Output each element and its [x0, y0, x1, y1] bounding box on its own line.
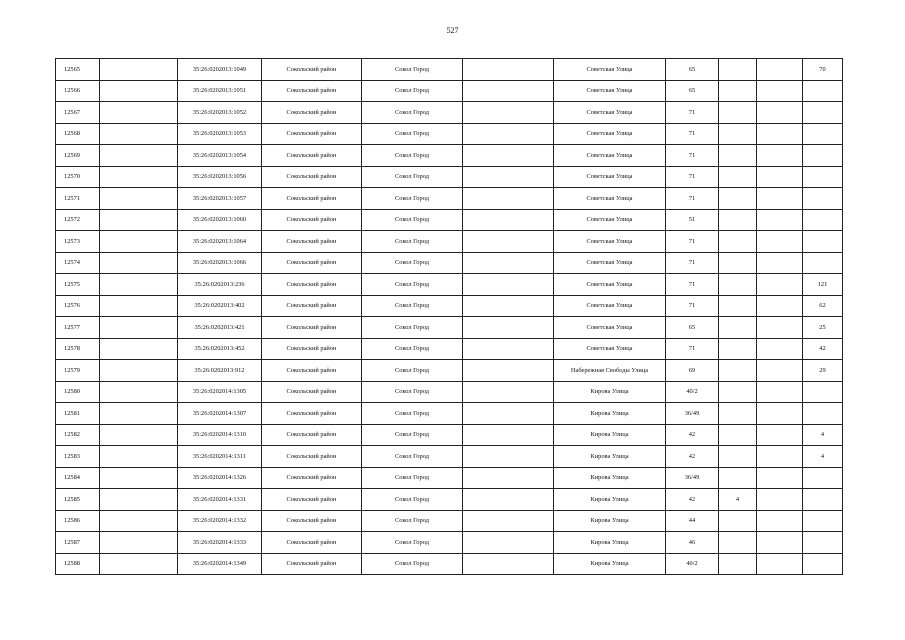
table-row [56, 274, 843, 296]
table-row [56, 403, 843, 425]
row-number-cell: 12566 [56, 80, 100, 102]
letter-cell [757, 145, 803, 167]
apartment-cell [803, 510, 843, 532]
city-cell: Сокол Город [362, 489, 463, 511]
blank-cell-cell [100, 510, 178, 532]
table-row [56, 102, 843, 124]
street-cell: Кирова Улица [554, 446, 666, 468]
building-cell: 4 [719, 489, 757, 511]
row-number-cell: 12569 [56, 145, 100, 167]
street-cell: Советская Улица [554, 166, 666, 188]
district-cell: Сокольский район [262, 553, 362, 575]
cadastral-number-cell: 35:26:0202013:452 [178, 338, 262, 360]
building-cell [719, 145, 757, 167]
district-cell: Сокольский район [262, 403, 362, 425]
letter-cell [757, 59, 803, 81]
letter-cell [757, 80, 803, 102]
apartment-cell [803, 80, 843, 102]
page-number: 527 [446, 26, 459, 35]
cadastral-number-cell: 35:26:0202013:1051 [178, 80, 262, 102]
table-row [56, 317, 843, 339]
locality-cell [463, 188, 554, 210]
house-number-cell: 65 [666, 80, 719, 102]
row-number-cell: 12576 [56, 295, 100, 317]
building-cell [719, 102, 757, 124]
street-cell: Кирова Улица [554, 403, 666, 425]
street-cell: Советская Улица [554, 317, 666, 339]
building-cell [719, 424, 757, 446]
city-cell: Сокол Город [362, 166, 463, 188]
locality-cell [463, 166, 554, 188]
city-cell: Сокол Город [362, 424, 463, 446]
house-number-cell: 42 [666, 489, 719, 511]
letter-cell [757, 381, 803, 403]
cadastral-number-cell: 35:26:0202013:1054 [178, 145, 262, 167]
building-cell [719, 360, 757, 382]
house-number-cell: 51 [666, 209, 719, 231]
locality-cell [463, 489, 554, 511]
street-cell: Кирова Улица [554, 489, 666, 511]
district-cell: Сокольский район [262, 360, 362, 382]
house-number-cell: 36/49 [666, 467, 719, 489]
letter-cell [757, 446, 803, 468]
building-cell [719, 59, 757, 81]
table-row [56, 145, 843, 167]
locality-cell [463, 317, 554, 339]
apartment-cell [803, 166, 843, 188]
cadastral-number-cell: 35:26:0202014:1305 [178, 381, 262, 403]
row-number-cell: 12588 [56, 553, 100, 575]
apartment-cell [803, 489, 843, 511]
house-number-cell: 71 [666, 145, 719, 167]
letter-cell [757, 252, 803, 274]
locality-cell [463, 360, 554, 382]
table-row [56, 252, 843, 274]
house-number-cell: 71 [666, 102, 719, 124]
blank-cell-cell [100, 446, 178, 468]
apartment-cell: 4 [803, 424, 843, 446]
blank-cell-cell [100, 59, 178, 81]
street-cell: Советская Улица [554, 252, 666, 274]
cadastral-number-cell: 35:26:0202014:1310 [178, 424, 262, 446]
letter-cell [757, 317, 803, 339]
cadastral-number-cell: 35:26:0202014:1331 [178, 489, 262, 511]
house-number-cell: 71 [666, 166, 719, 188]
house-number-cell: 71 [666, 188, 719, 210]
row-number-cell: 12579 [56, 360, 100, 382]
house-number-cell: 36/49 [666, 403, 719, 425]
street-cell: Советская Улица [554, 59, 666, 81]
letter-cell [757, 424, 803, 446]
locality-cell [463, 467, 554, 489]
street-cell: Набережная Свободы Улица [554, 360, 666, 382]
district-cell: Сокольский район [262, 295, 362, 317]
building-cell [719, 467, 757, 489]
apartment-cell [803, 532, 843, 554]
blank-cell-cell [100, 166, 178, 188]
blank-cell-cell [100, 274, 178, 296]
letter-cell [757, 295, 803, 317]
city-cell: Сокол Город [362, 553, 463, 575]
cadastral-number-cell: 35:26:0202013:1056 [178, 166, 262, 188]
building-cell [719, 338, 757, 360]
locality-cell [463, 231, 554, 253]
city-cell: Сокол Город [362, 338, 463, 360]
locality-cell [463, 252, 554, 274]
building-cell [719, 510, 757, 532]
cadastral-number-cell: 35:26:0202013:1049 [178, 59, 262, 81]
street-cell: Советская Улица [554, 102, 666, 124]
locality-cell [463, 381, 554, 403]
letter-cell [757, 123, 803, 145]
city-cell: Сокол Город [362, 467, 463, 489]
row-number-cell: 12577 [56, 317, 100, 339]
building-cell [719, 381, 757, 403]
cadastral-number-cell: 35:26:0202013:1064 [178, 231, 262, 253]
district-cell: Сокольский район [262, 510, 362, 532]
city-cell: Сокол Город [362, 381, 463, 403]
apartment-cell [803, 467, 843, 489]
district-cell: Сокольский район [262, 381, 362, 403]
table-row [56, 360, 843, 382]
cadastral-number-cell: 35:26:0202014:1332 [178, 510, 262, 532]
locality-cell [463, 510, 554, 532]
district-cell: Сокольский район [262, 424, 362, 446]
letter-cell [757, 532, 803, 554]
city-cell: Сокол Город [362, 102, 463, 124]
house-number-cell: 71 [666, 252, 719, 274]
locality-cell [463, 532, 554, 554]
apartment-cell: 42 [803, 338, 843, 360]
district-cell: Сокольский район [262, 338, 362, 360]
district-cell: Сокольский район [262, 166, 362, 188]
apartment-cell [803, 403, 843, 425]
row-number-cell: 12567 [56, 102, 100, 124]
locality-cell [463, 145, 554, 167]
street-cell: Кирова Улица [554, 381, 666, 403]
district-cell: Сокольский район [262, 317, 362, 339]
street-cell: Советская Улица [554, 338, 666, 360]
row-number-cell: 12571 [56, 188, 100, 210]
district-cell: Сокольский район [262, 123, 362, 145]
city-cell: Сокол Город [362, 188, 463, 210]
street-cell: Советская Улица [554, 123, 666, 145]
row-number-cell: 12580 [56, 381, 100, 403]
building-cell [719, 446, 757, 468]
row-number-cell: 12575 [56, 274, 100, 296]
locality-cell [463, 123, 554, 145]
blank-cell-cell [100, 403, 178, 425]
table-row [56, 166, 843, 188]
city-cell: Сокол Город [362, 532, 463, 554]
locality-cell [463, 274, 554, 296]
letter-cell [757, 188, 803, 210]
blank-cell-cell [100, 338, 178, 360]
row-number-cell: 12570 [56, 166, 100, 188]
city-cell: Сокол Город [362, 252, 463, 274]
apartment-cell: 70 [803, 59, 843, 81]
table-row [56, 532, 843, 554]
apartment-cell: 121 [803, 274, 843, 296]
table-row [56, 59, 843, 81]
table-row [56, 295, 843, 317]
district-cell: Сокольский район [262, 145, 362, 167]
street-cell: Советская Улица [554, 80, 666, 102]
street-cell: Кирова Улица [554, 532, 666, 554]
row-number-cell: 12582 [56, 424, 100, 446]
city-cell: Сокол Город [362, 446, 463, 468]
letter-cell [757, 489, 803, 511]
row-number-cell: 12585 [56, 489, 100, 511]
apartment-cell [803, 145, 843, 167]
row-number-cell: 12573 [56, 231, 100, 253]
row-number-cell: 12568 [56, 123, 100, 145]
city-cell: Сокол Город [362, 209, 463, 231]
letter-cell [757, 274, 803, 296]
city-cell: Сокол Город [362, 145, 463, 167]
city-cell: Сокол Город [362, 403, 463, 425]
building-cell [719, 403, 757, 425]
district-cell: Сокольский район [262, 446, 362, 468]
letter-cell [757, 231, 803, 253]
blank-cell-cell [100, 145, 178, 167]
house-number-cell: 44 [666, 510, 719, 532]
row-number-cell: 12583 [56, 446, 100, 468]
table-row [56, 467, 843, 489]
city-cell: Сокол Город [362, 80, 463, 102]
locality-cell [463, 102, 554, 124]
blank-cell-cell [100, 295, 178, 317]
cadastral-number-cell: 35:26:0202014:1326 [178, 467, 262, 489]
building-cell [719, 532, 757, 554]
street-cell: Советская Улица [554, 209, 666, 231]
cadastral-number-cell: 35:26:0202013:1057 [178, 188, 262, 210]
registry-table [55, 58, 843, 575]
building-cell [719, 295, 757, 317]
city-cell: Сокол Город [362, 317, 463, 339]
blank-cell-cell [100, 80, 178, 102]
city-cell: Сокол Город [362, 123, 463, 145]
cadastral-number-cell: 35:26:0202013:421 [178, 317, 262, 339]
city-cell: Сокол Город [362, 274, 463, 296]
blank-cell-cell [100, 553, 178, 575]
row-number-cell: 12572 [56, 209, 100, 231]
row-number-cell: 12586 [56, 510, 100, 532]
district-cell: Сокольский район [262, 80, 362, 102]
table-row [56, 188, 843, 210]
house-number-cell: 42 [666, 424, 719, 446]
house-number-cell: 71 [666, 123, 719, 145]
building-cell [719, 252, 757, 274]
street-cell: Советская Улица [554, 188, 666, 210]
district-cell: Сокольский район [262, 532, 362, 554]
street-cell: Кирова Улица [554, 467, 666, 489]
house-number-cell: 71 [666, 274, 719, 296]
table-row [56, 338, 843, 360]
cadastral-number-cell: 35:26:0202013:1066 [178, 252, 262, 274]
cadastral-number-cell: 35:26:0202014:1311 [178, 446, 262, 468]
letter-cell [757, 166, 803, 188]
table-row [56, 80, 843, 102]
locality-cell [463, 424, 554, 446]
building-cell [719, 123, 757, 145]
house-number-cell: 46 [666, 532, 719, 554]
apartment-cell [803, 553, 843, 575]
city-cell: Сокол Город [362, 360, 463, 382]
house-number-cell: 65 [666, 59, 719, 81]
apartment-cell [803, 252, 843, 274]
blank-cell-cell [100, 209, 178, 231]
blank-cell-cell [100, 317, 178, 339]
district-cell: Сокольский район [262, 59, 362, 81]
street-cell: Кирова Улица [554, 510, 666, 532]
building-cell [719, 188, 757, 210]
row-number-cell: 12565 [56, 59, 100, 81]
blank-cell-cell [100, 123, 178, 145]
apartment-cell [803, 102, 843, 124]
cadastral-number-cell: 35:26:0202014:1307 [178, 403, 262, 425]
house-number-cell: 40/2 [666, 553, 719, 575]
blank-cell-cell [100, 102, 178, 124]
street-cell: Советская Улица [554, 274, 666, 296]
registry-body [56, 59, 843, 575]
row-number-cell: 12584 [56, 467, 100, 489]
table-row [56, 553, 843, 575]
letter-cell [757, 403, 803, 425]
house-number-cell: 65 [666, 317, 719, 339]
locality-cell [463, 403, 554, 425]
blank-cell-cell [100, 424, 178, 446]
table-row [56, 231, 843, 253]
cadastral-number-cell: 35:26:0202013:236 [178, 274, 262, 296]
apartment-cell: 4 [803, 446, 843, 468]
table-row [56, 510, 843, 532]
district-cell: Сокольский район [262, 102, 362, 124]
letter-cell [757, 467, 803, 489]
house-number-cell: 42 [666, 446, 719, 468]
letter-cell [757, 102, 803, 124]
district-cell: Сокольский район [262, 188, 362, 210]
city-cell: Сокол Город [362, 231, 463, 253]
row-number-cell: 12581 [56, 403, 100, 425]
blank-cell-cell [100, 467, 178, 489]
city-cell: Сокол Город [362, 59, 463, 81]
cadastral-number-cell: 35:26:0202013:1060 [178, 209, 262, 231]
cadastral-number-cell: 35:26:0202013:402 [178, 295, 262, 317]
locality-cell [463, 553, 554, 575]
locality-cell [463, 59, 554, 81]
house-number-cell: 71 [666, 231, 719, 253]
street-cell: Кирова Улица [554, 553, 666, 575]
table-row [56, 489, 843, 511]
blank-cell-cell [100, 489, 178, 511]
apartment-cell: 29 [803, 360, 843, 382]
blank-cell-cell [100, 381, 178, 403]
house-number-cell: 71 [666, 338, 719, 360]
row-number-cell: 12578 [56, 338, 100, 360]
apartment-cell [803, 188, 843, 210]
table-row [56, 424, 843, 446]
building-cell [719, 231, 757, 253]
row-number-cell: 12587 [56, 532, 100, 554]
locality-cell [463, 209, 554, 231]
table-row [56, 381, 843, 403]
blank-cell-cell [100, 188, 178, 210]
apartment-cell [803, 381, 843, 403]
district-cell: Сокольский район [262, 231, 362, 253]
building-cell [719, 80, 757, 102]
blank-cell-cell [100, 532, 178, 554]
table-row [56, 209, 843, 231]
house-number-cell: 40/2 [666, 381, 719, 403]
letter-cell [757, 360, 803, 382]
locality-cell [463, 80, 554, 102]
letter-cell [757, 209, 803, 231]
building-cell [719, 553, 757, 575]
apartment-cell [803, 209, 843, 231]
locality-cell [463, 295, 554, 317]
district-cell: Сокольский район [262, 252, 362, 274]
apartment-cell [803, 123, 843, 145]
district-cell: Сокольский район [262, 209, 362, 231]
city-cell: Сокол Город [362, 510, 463, 532]
building-cell [719, 209, 757, 231]
apartment-cell: 25 [803, 317, 843, 339]
district-cell: Сокольский район [262, 489, 362, 511]
cadastral-number-cell: 35:26:0202013:1053 [178, 123, 262, 145]
apartment-cell: 62 [803, 295, 843, 317]
street-cell: Советская Улица [554, 231, 666, 253]
house-number-cell: 69 [666, 360, 719, 382]
street-cell: Советская Улица [554, 145, 666, 167]
blank-cell-cell [100, 252, 178, 274]
letter-cell [757, 553, 803, 575]
street-cell: Кирова Улица [554, 424, 666, 446]
table-row [56, 123, 843, 145]
street-cell: Советская Улица [554, 295, 666, 317]
cadastral-number-cell: 35:26:0202013:912 [178, 360, 262, 382]
cadastral-number-cell: 35:26:0202013:1052 [178, 102, 262, 124]
row-number-cell: 12574 [56, 252, 100, 274]
district-cell: Сокольский район [262, 274, 362, 296]
city-cell: Сокол Город [362, 295, 463, 317]
building-cell [719, 274, 757, 296]
blank-cell-cell [100, 231, 178, 253]
district-cell: Сокольский район [262, 467, 362, 489]
locality-cell [463, 338, 554, 360]
cadastral-number-cell: 35:26:0202014:1333 [178, 532, 262, 554]
cadastral-number-cell: 35:26:0202014:1349 [178, 553, 262, 575]
building-cell [719, 166, 757, 188]
letter-cell [757, 510, 803, 532]
building-cell [719, 317, 757, 339]
house-number-cell: 71 [666, 295, 719, 317]
letter-cell [757, 338, 803, 360]
locality-cell [463, 446, 554, 468]
table-row [56, 446, 843, 468]
apartment-cell [803, 231, 843, 253]
blank-cell-cell [100, 360, 178, 382]
